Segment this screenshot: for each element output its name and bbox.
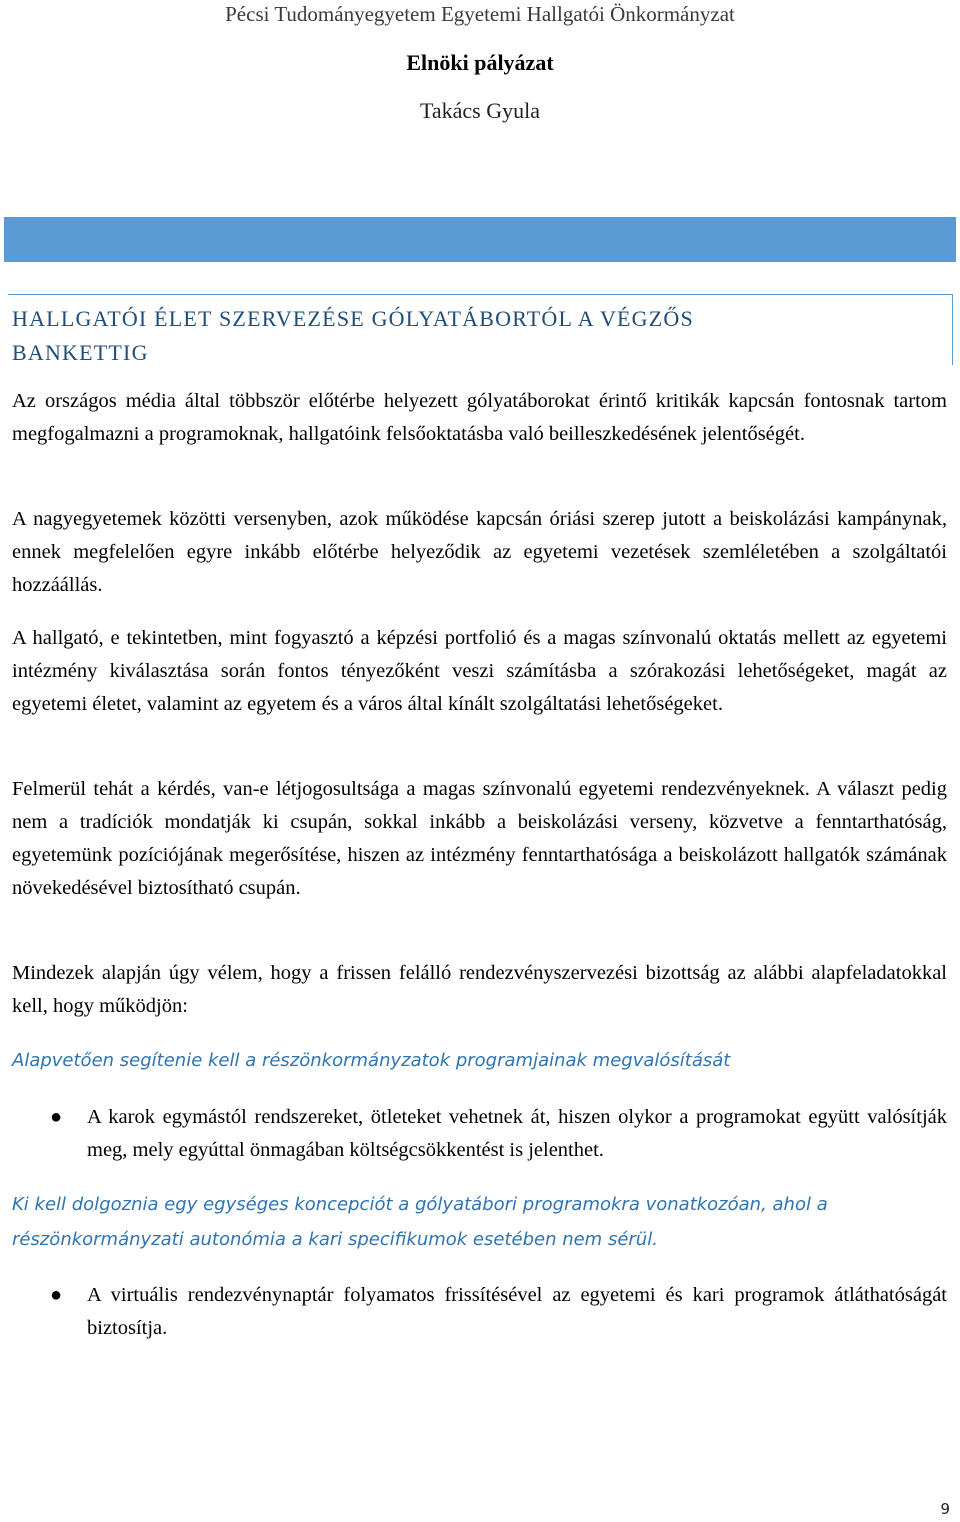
task-heading-1: Alapvetően segítenie kell a részönkormányzatok programjainak megvalósítását [12,1050,731,1071]
page-number: 9 [940,1500,950,1518]
paragraph-2: A nagyegyetemek közötti versenyben, azok működése kapcsán óriási szerep jutott a beiskolázási kampánynak, ennek megfelelően egyre inkább előtérbe helyeződik az egyetemi vezetések szemléletében a szolgáltatói hozzáállás. [12,508,947,596]
task-heading-2: Ki kell dolgoznia egy egységes koncepciót a gólyatábori programokra vonatkozóan, ahol a részönkormányzati autonómia a kari specifikumok esetében nem sérül. [12,1194,828,1250]
task-bullet-text-2: A virtuális rendezvénynaptár folyamatos frissítésével az egyetemi és kari programok átláthatóságát biztosítja. [87,1284,947,1339]
section-heading-box [8,294,953,365]
header-author: Takács Gyula [419,98,541,123]
header-subtitle: Elnöki pályázat [406,50,554,75]
bullet-icon: ● [50,1284,63,1306]
paragraph-4: Felmerül tehát a kérdés, van-e létjogosultsága a magas színvonalú egyetemi rendezvényeknek. A választ pedig nem a tradíciók mondatják ki csupán, sokkal inkább a beiskolázási verseny, közvetve a fenntarthatóság, egyetemünk pozíciójának megerősítése, hiszen az intézmény fenntarthatósága a beiskolázott hallgatók számának növekedésével biztosítható csupán. [12,778,947,899]
section-color-band [4,217,956,262]
section-title: HALLGATÓI ÉLET SZERVEZÉSE GÓLYATÁBORTÓL A VÉGZŐS BANKETTIG [12,306,694,365]
paragraph-3: A hallgató, e tekintetben, mint fogyasztó a képzési portfolió és a magas színvonalú oktatás mellett az egyetemi intézmény kiválasztása során fontos tényezőként veszi számításba a szórakozási lehetőségeket, magát az egyetemi életet, valamint az egyetem és a város által kínált szolgáltatási lehetőségeket. [12,627,947,715]
bullet-icon: ● [50,1106,63,1128]
task-bullet-text-1: A karok egymástól rendszereket, ötleteket vehetnek át, hiszen olykor a programokat együtt valósítják meg, mely egyúttal önmagában költségcsökkentést is jelenthet. [87,1106,947,1161]
paragraph-1: Az országos média által többször előtérbe helyezett gólyatáborokat érintő kritikák kapcsán fontosnak tartom megfogalmazni a programoknak, hallgatóink felsőoktatásba való beilleszkedésének jelentőségét. [12,390,947,445]
task-bullet-item-1 [0,1101,960,1171]
header-university: Pécsi Tudományegyetem Egyetemi Hallgatói Önkormányzat [225,2,735,26]
task-bullet-item-2 [0,1279,960,1349]
paragraph-5: Mindezek alapján úgy vélem, hogy a frissen felálló rendezvényszervezési bizottság az alábbi alapfeladatokkal kell, hogy működjön: [12,962,947,1017]
